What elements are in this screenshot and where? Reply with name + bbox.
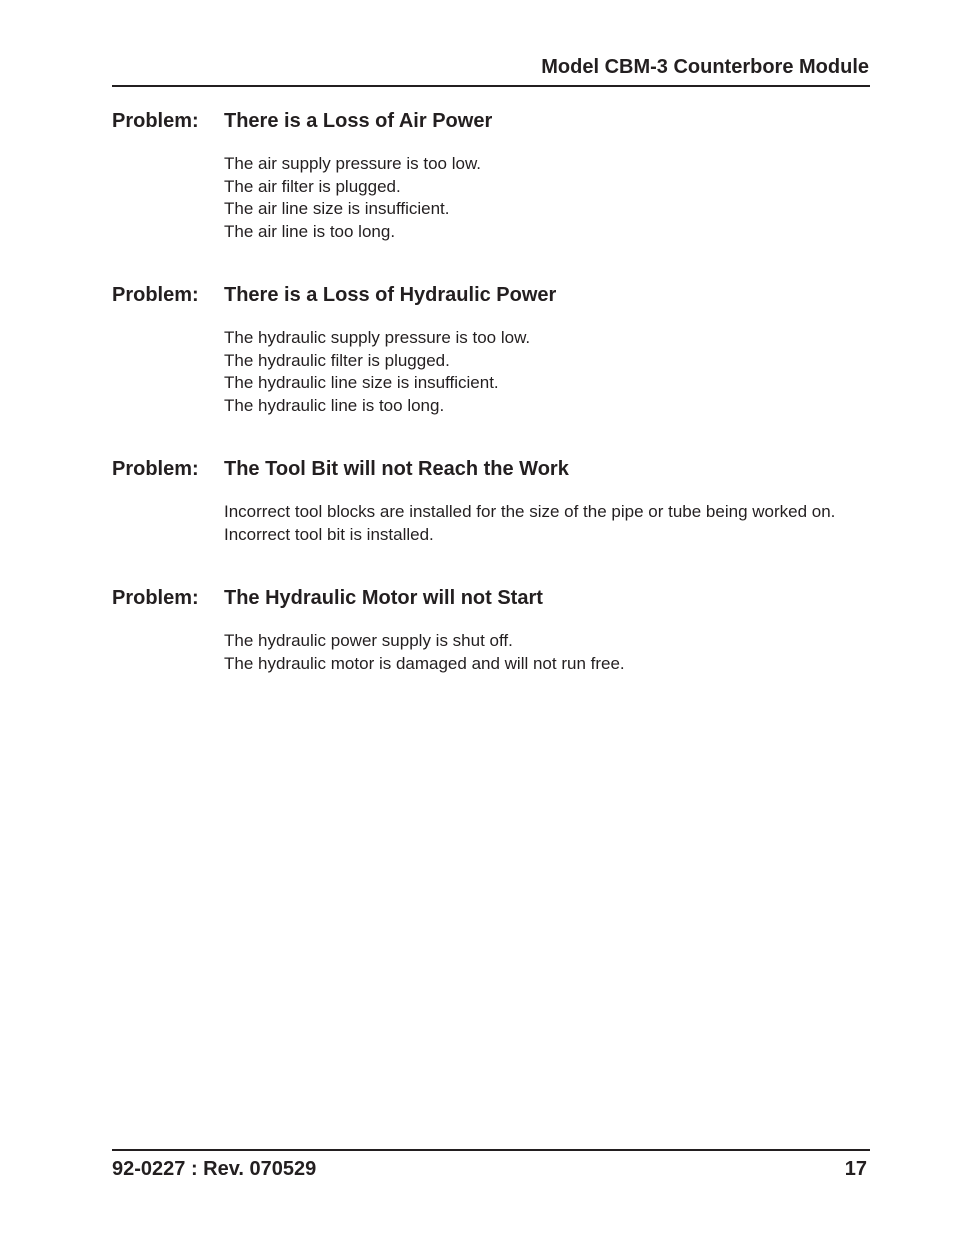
cause-item: The hydraulic line is too long.	[224, 395, 445, 415]
page-header	[112, 55, 870, 87]
cause-list	[224, 153, 870, 243]
cause-item: The air line is too long.	[224, 221, 396, 241]
problem-title: There is a Loss of Hydraulic Power	[224, 284, 557, 306]
problem-title: There is a Loss of Air Power	[224, 110, 493, 132]
problem-label: Problem:	[112, 284, 199, 306]
problem-label: Problem:	[112, 587, 199, 609]
cause-item: The hydraulic line size is insufficient.	[224, 373, 499, 392]
cause-item: Incorrect tool blocks are installed for the size of the pipe or tube being worked on.	[224, 502, 836, 521]
cause-item: The air supply pressure is too low.	[224, 154, 482, 173]
problem-label: Problem:	[112, 458, 199, 480]
document-title: Model CBM-3 Counterbore Module	[541, 56, 869, 78]
problem-heading	[112, 107, 870, 135]
troubleshooting-content	[112, 107, 870, 713]
problem-title: The Hydraulic Motor will not Start	[224, 587, 543, 609]
problem-label: Problem:	[112, 110, 199, 132]
cause-item: Incorrect tool bit is installed.	[224, 524, 434, 544]
problem-section-hydraulic-power	[112, 281, 870, 417]
cause-item: The hydraulic filter is plugged.	[224, 350, 450, 370]
cause-item: The air filter is plugged.	[224, 176, 401, 196]
problem-heading	[112, 281, 870, 309]
problem-section-air-power	[112, 107, 870, 243]
cause-item: The hydraulic motor is damaged and will not run free.	[224, 653, 625, 673]
cause-item: The hydraulic power supply is shut off.	[224, 631, 513, 650]
cause-list	[224, 327, 870, 417]
document-number: 92-0227 : Rev. 070529	[112, 1158, 317, 1180]
cause-item: The air line size is insufficient.	[224, 199, 450, 218]
problem-section-hydraulic-motor	[112, 584, 870, 675]
problem-heading	[112, 584, 870, 612]
problem-section-tool-bit	[112, 455, 870, 546]
problem-heading	[112, 455, 870, 483]
page-number: 17	[844, 1158, 867, 1180]
cause-item: The hydraulic supply pressure is too low.	[224, 328, 531, 347]
cause-list	[224, 501, 870, 546]
problem-title: The Tool Bit will not Reach the Work	[224, 458, 569, 480]
cause-list	[224, 630, 870, 675]
page-footer	[112, 1149, 870, 1180]
